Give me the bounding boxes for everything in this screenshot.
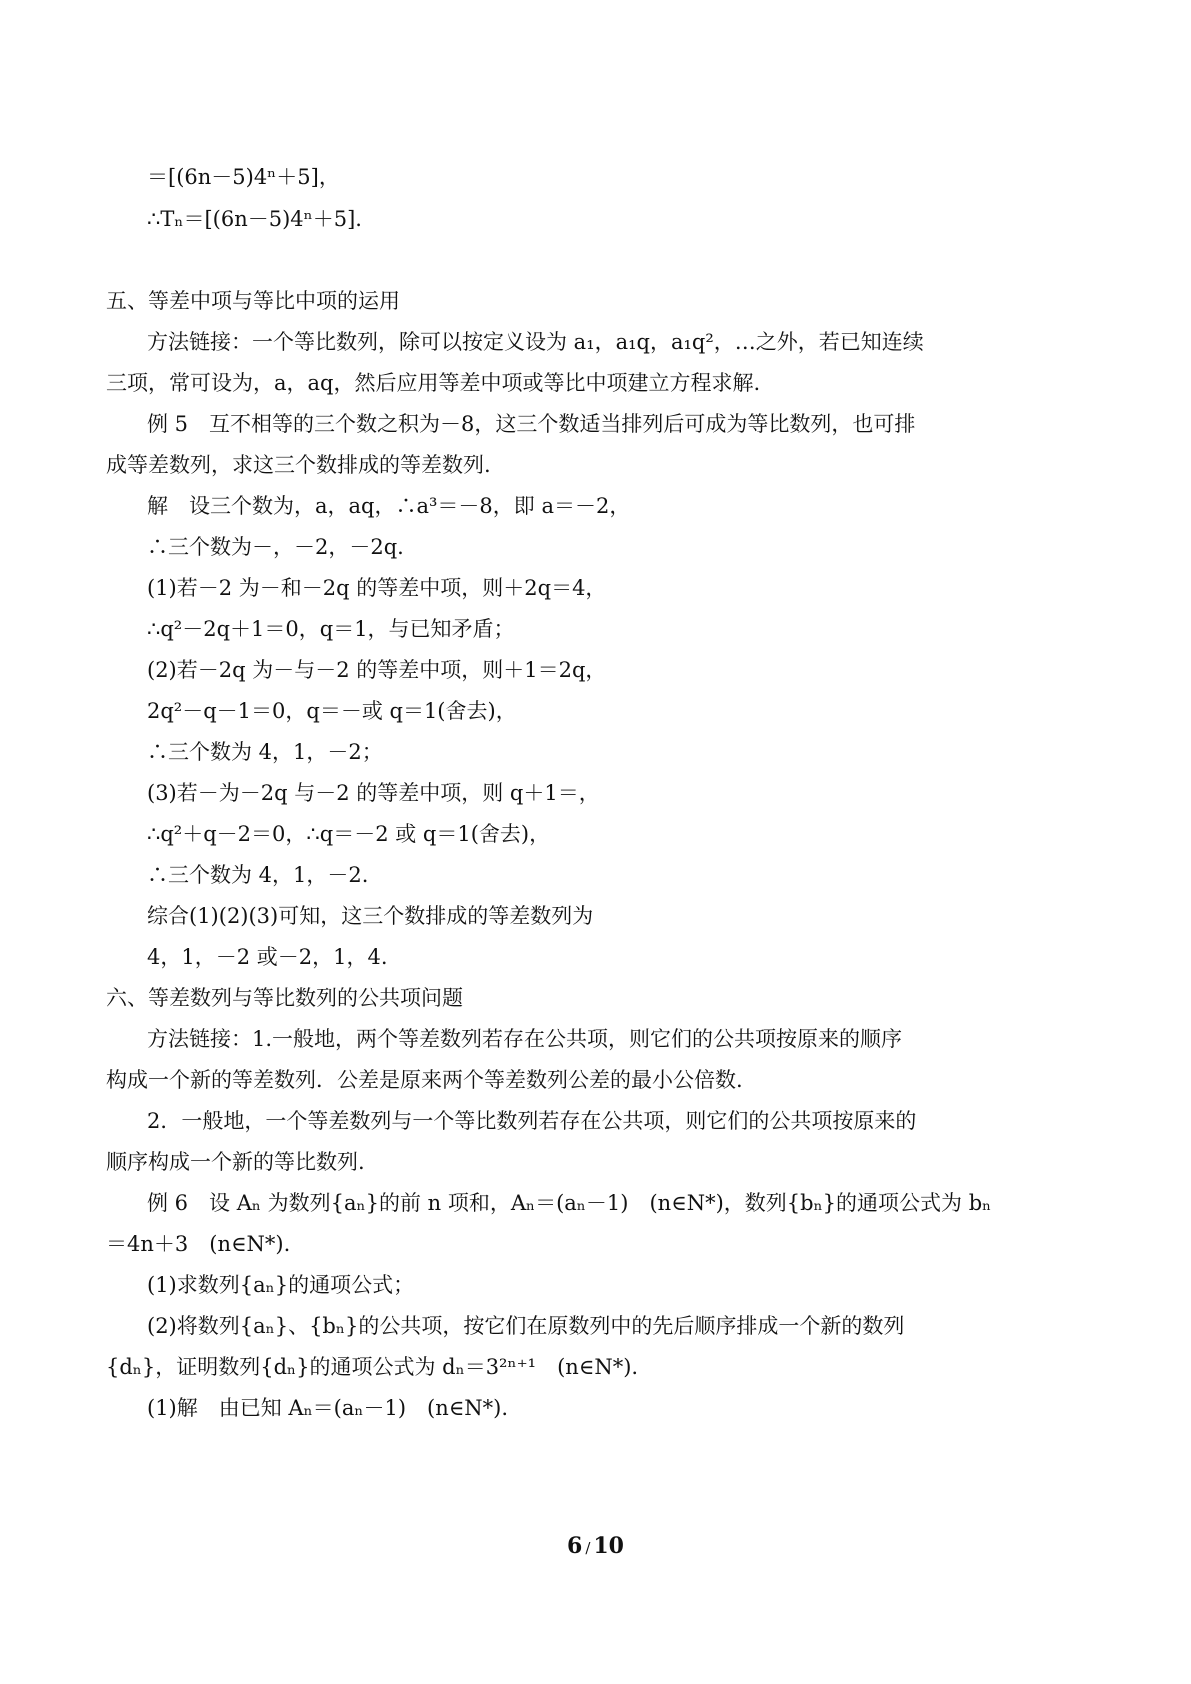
text-line: (2)若－2q 为－与－2 的等差中项，则＋1＝2q， (147, 658, 607, 682)
text-line: 解 设三个数为，a，aq，∴a³＝－8，即 a＝－2， (147, 494, 631, 518)
page-number (0, 1533, 1191, 1559)
section-heading: 五、等差中项与等比中项的运用 (106, 289, 400, 313)
text-line: 顺序构成一个新的等比数列. (106, 1150, 365, 1174)
text-line: ∴三个数为 4，1，－2. (147, 863, 369, 887)
text-line: 4，1，－2 或－2，1，4. (147, 945, 388, 969)
text-line: (1)若－2 为－和－2q 的等差中项，则＋2q＝4， (147, 576, 607, 600)
page-total: 10 (593, 1533, 624, 1559)
page-separator: / (585, 1539, 591, 1557)
text-line: ∴q²＋q－2＝0，∴q＝－2 或 q＝1(舍去)， (147, 822, 551, 846)
text-line: ＝4n＋3 (n∈N*). (106, 1232, 291, 1256)
section-heading: 六、等差数列与等比数列的公共项问题 (106, 986, 463, 1010)
text-line: 例 5 互不相等的三个数之积为－8，这三个数适当排列后可成为等比数列，也可排 (147, 412, 916, 436)
text-line: (1)解 由已知 Aₙ＝(aₙ－1) (n∈N*). (147, 1396, 509, 1420)
text-line: (1)求数列{aₙ}的通项公式； (147, 1273, 415, 1297)
text-line: 构成一个新的等差数列．公差是原来两个等差数列公差的最小公倍数. (106, 1068, 743, 1092)
page-current: 6 (567, 1533, 583, 1559)
text-line: 三项，常可设为，a，aq，然后应用等差中项或等比中项建立方程求解. (106, 371, 761, 395)
text-line: ＝[(6n－5)4ⁿ＋5]， (147, 165, 340, 189)
text-line: (3)若－为－2q 与－2 的等差中项，则 q＋1＝， (147, 781, 600, 805)
text-line: ∴q²－2q＋1＝0，q＝1，与已知矛盾； (147, 617, 515, 641)
text-line: 2q²－q－1＝0，q＝－或 q＝1(舍去)， (147, 699, 517, 723)
text-line: (2)将数列{aₙ}、{bₙ}的公共项，按它们在原数列中的先后顺序排成一个新的数列 (147, 1314, 905, 1338)
text-line: 方法链接：1.一般地，两个等差数列若存在公共项，则它们的公共项按原来的顺序 (147, 1027, 903, 1051)
text-line: {dₙ}，证明数列{dₙ}的通项公式为 dₙ＝3²ⁿ⁺¹ (n∈N*). (106, 1355, 639, 1379)
text-line: ∴Tₙ＝[(6n－5)4ⁿ＋5]. (147, 207, 362, 231)
text-line: 成等差数列，求这三个数排成的等差数列. (106, 453, 491, 477)
text-line: ∴三个数为 4，1，－2； (147, 740, 383, 764)
text-line: 方法链接：一个等比数列，除可以按定义设为 a₁，a₁q，a₁q²，…之外，若已知连续 (147, 330, 924, 354)
text-line: ∴三个数为－，－2，－2q. (147, 535, 404, 559)
text-line: 2．一般地，一个等差数列与一个等比数列若存在公共项，则它们的公共项按原来的 (147, 1109, 917, 1133)
text-line: 综合(1)(2)(3)可知，这三个数排成的等差数列为 (147, 904, 594, 928)
text-line: 例 6 设 Aₙ 为数列{aₙ}的前 n 项和，Aₙ＝(aₙ－1) (n∈N*)，数列{bₙ}的通项公式为 bₙ (147, 1191, 992, 1215)
